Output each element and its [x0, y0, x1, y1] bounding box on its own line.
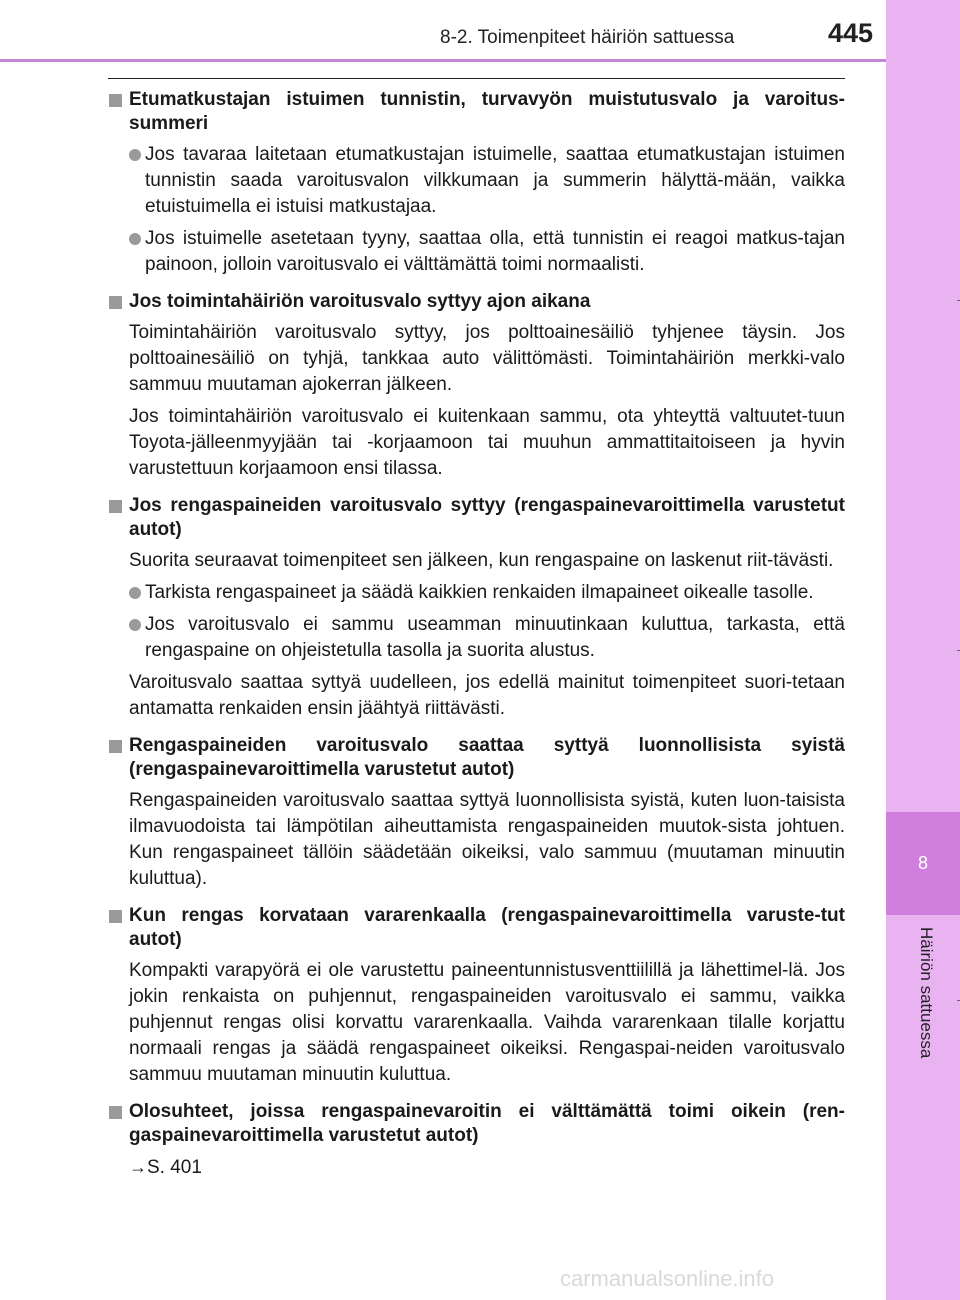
header-divider	[0, 59, 886, 62]
bullet-item: Jos varoitusvalo ei sammu useamman minuutinkaan kuluttua, tarkasta, että rengaspaine on ohjeistetulla tasolla ja suorita alustus.	[108, 612, 845, 664]
section-conditions	[108, 1100, 845, 1181]
section-natural-causes	[108, 734, 845, 892]
section-malfunction-light	[108, 290, 845, 482]
bullet-item: Tarkista rengaspaineet ja säädä kaikkien renkaiden ilmapaineet oikealle tasolle.	[108, 580, 845, 606]
paragraph: Rengaspaineiden varoitusvalo saattaa syttyä luonnollisista syistä, kuten luon-taisista ilmavuodoista tai lämpötilan aiheuttamista rengaspaineiden muutok-sista johtuen. Kun rengaspaineet tällöin säädetään oikeiksi, valo sammuu (muutaman minuutin kuluttua).	[129, 790, 845, 889]
chapter-title: Häiriön sattuessa	[917, 927, 936, 1059]
bullet-item: Jos istuimelle asetetaan tyyny, saattaa olla, että tunnistin ei reagoi matkus-tajan painoon, jolloin varoitusvalo ei välttämättä toimi normaalisti.	[108, 226, 845, 278]
bullet-item: Jos tavaraa laitetaan etumatkustajan istuimelle, saattaa etumatkustajan istuimen tunnistin saada varoitusvalon vilkkumaan ja summerin hälyttä-mään, vaikka etuistuimella ei istuisi matkustajaa.	[108, 142, 845, 220]
section-front-seat-sensor	[108, 88, 845, 278]
content-top-rule	[108, 78, 845, 79]
section-heading: Jos rengaspaineiden varoitusvalo syttyy (rengaspainevaroittimella varustetut autot)	[108, 494, 845, 542]
section-heading: Rengaspaineiden varoitusvalo saattaa syttyä luonnollisista syistä (rengaspainevaroittimella varustetut autot)	[108, 734, 845, 782]
section-heading: Jos toimintahäiriön varoitusvalo syttyy ajon aikana	[108, 290, 845, 314]
section-spare-tire	[108, 904, 845, 1088]
page-content	[108, 88, 845, 1193]
watermark: carmanualsonline.info	[560, 1266, 775, 1291]
paragraph: Toimintahäiriön varoitusvalo syttyy, jos polttoainesäiliö tyhjenee täysin. Jos polttoainesäiliö on tyhjä, tankkaa auto välittömästi. Toimintahäiriön merkki-valo sammuu muutaman ajokerran jälkeen.	[129, 322, 845, 395]
section-tire-pressure-light	[108, 494, 845, 722]
paragraph: Varoitusvalo saattaa syttyä uudelleen, jos edellä mainitut toimenpiteet suori-tetaan antamatta renkaiden ensin jäähtyä riittävästi.	[129, 672, 845, 719]
section-heading: Olosuhteet, joissa rengaspainevaroitin ei välttämättä toimi oikein (ren-gaspainevaroittimella varustetut autot)	[108, 1100, 845, 1148]
page-number: 445	[828, 18, 874, 48]
page-reference[interactable]	[108, 1154, 845, 1181]
paragraph: Jos toimintahäiriön varoitusvalo ei kuitenkaan sammu, ota yhteyttä valtuutet-tuun Toyota-jälleenmyyjään tai -korjaamoon tai muuhun ammattitaitoiseen ja hyvin varustettuun korjaamoon ensi tilassa.	[129, 406, 845, 479]
chapter-sidebar	[886, 0, 960, 1300]
page-header	[0, 0, 886, 62]
paragraph: Kompakti varapyörä ei ole varustettu paineentunnistusventtiilillä ja lähettimel-lä. Jos jokin renkaista on puhjennut, rengaspaineiden varoitusvalo ei sammu, vaikka puhjennut rengas olisi korvattu vararenkaalla. Vaihda vararenkaan tilalle korjattu normaali rengas ja säädä rengaspaineet oikeiksi. Rengaspai-neiden varoitusvalo sammuu muutaman minuutin kuluttua.	[129, 960, 845, 1085]
reference-link[interactable]: S. 401	[147, 1157, 202, 1178]
section-heading: Kun rengas korvataan vararenkaalla (rengaspainevaroittimella varuste-tut autot)	[108, 904, 845, 952]
section-title: 8-2. Toimenpiteet häiriön sattuessa	[440, 27, 735, 48]
paragraph: Suorita seuraavat toimenpiteet sen jälkeen, kun rengaspaine on laskenut riit-tävästi.	[129, 550, 834, 571]
arrow-right-icon: →	[129, 1157, 147, 1177]
section-heading: Etumatkustajan istuimen tunnistin, turvavyön muistutusvalo ja varoitus-summeri	[108, 88, 845, 136]
chapter-number: 8	[917, 853, 928, 873]
